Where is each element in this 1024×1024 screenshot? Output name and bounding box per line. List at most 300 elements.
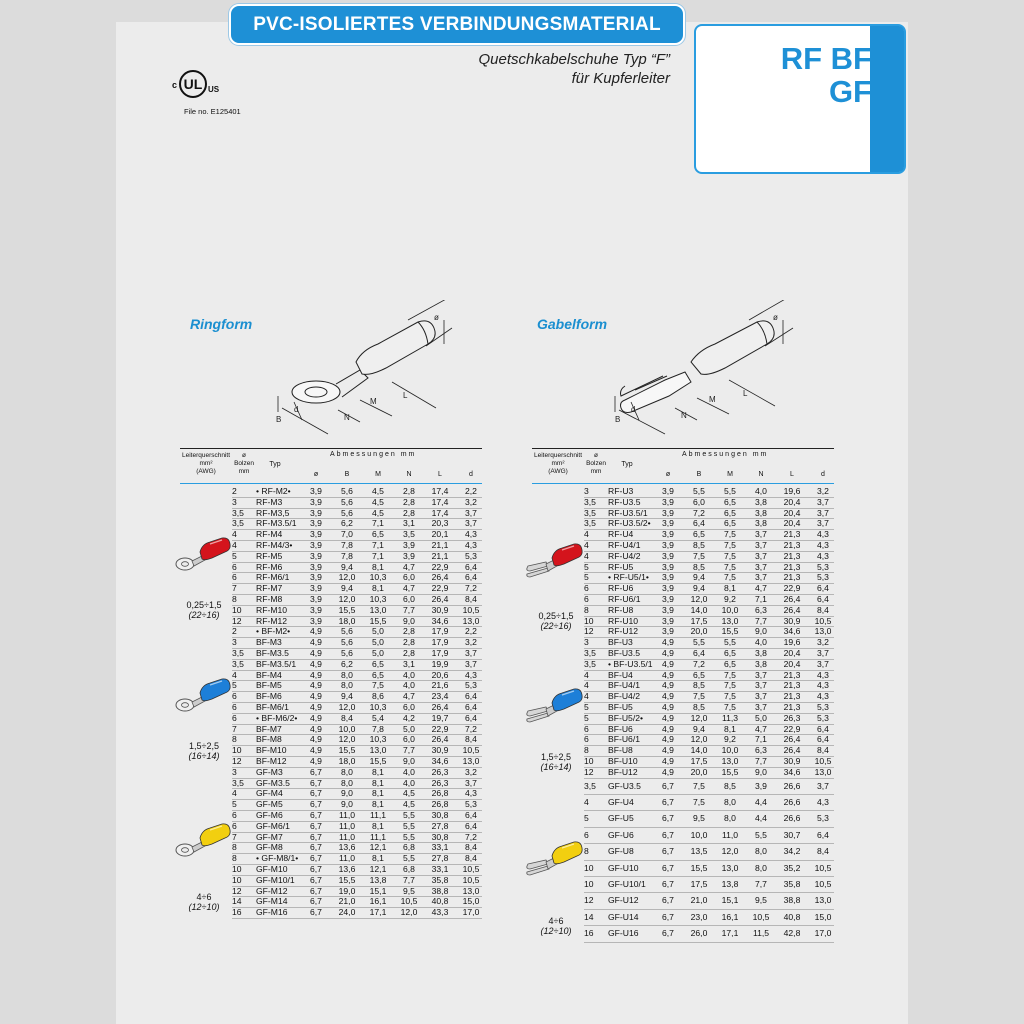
value-cell: 3,2 (465, 637, 477, 648)
type-cell: RF-U3 (608, 486, 634, 496)
ring-group-conductor-size (174, 892, 234, 912)
value-cell: 3,5 (584, 658, 596, 669)
product-codes-line-1: RF BF (780, 41, 872, 76)
type-cell: GF-U12 (608, 895, 639, 906)
value-cell: 6 (584, 594, 589, 604)
value-cell: 17,0 (814, 928, 832, 939)
value-cell: 4,5 (372, 486, 384, 496)
value-cell: 6 (584, 583, 589, 594)
value-cell: 4 (232, 540, 237, 550)
value-cell: 17,5 (690, 756, 708, 766)
value-cell: 26,0 (690, 928, 708, 939)
value-cell: 8 (232, 594, 237, 604)
value-cell: 10,0 (338, 723, 356, 734)
type-cell: RF-U10 (608, 615, 639, 626)
ring-section-title: Ringform (190, 316, 253, 332)
value-cell: 35,8 (783, 879, 801, 889)
value-cell: 9,4 (693, 572, 705, 583)
value-cell: 6,7 (310, 853, 322, 864)
value-cell: 4,9 (662, 648, 674, 658)
value-cell: 6,4 (817, 829, 829, 840)
value-cell: 3,5 (584, 507, 596, 518)
type-cell: RF-U3.5 (608, 496, 641, 507)
value-cell: 7,2 (465, 723, 477, 734)
value-cell: 9,2 (724, 594, 736, 604)
code-box-accent-bar (870, 26, 904, 172)
value-cell: 10,5 (814, 756, 832, 766)
value-cell: 21,3 (783, 680, 801, 691)
value-cell: 8,0 (724, 813, 736, 824)
value-cell: 8,1 (372, 788, 384, 799)
value-cell: 21,3 (783, 540, 801, 550)
value-cell: 3,9 (310, 486, 322, 496)
value-cell: 4,3 (817, 540, 829, 550)
value-cell: 20,4 (783, 648, 801, 658)
value-cell: 13,0 (814, 895, 832, 906)
type-cell: BF-U8 (608, 745, 633, 756)
value-cell: 9,4 (341, 691, 353, 702)
value-cell: 6,5 (693, 529, 705, 540)
value-cell: 23,4 (431, 691, 449, 702)
value-cell: 2,8 (403, 486, 415, 496)
value-cell: 3,9 (310, 518, 322, 529)
value-cell: 3,9 (310, 540, 322, 550)
value-cell: 20,1 (431, 529, 449, 540)
value-cell: 12,1 (369, 842, 387, 853)
value-cell: 4,9 (310, 626, 322, 637)
value-cell: 3,8 (755, 496, 767, 507)
value-cell: 5,5 (403, 810, 415, 820)
value-cell: 4,2 (403, 712, 415, 723)
value-cell: 2,2 (465, 626, 477, 637)
value-cell: 34,6 (783, 626, 801, 637)
fork-lug-yellow-icon (524, 838, 584, 878)
value-cell: 10,5 (814, 879, 832, 889)
value-cell: 7,1 (372, 550, 384, 561)
type-cell: GF-M4 (256, 788, 283, 799)
value-cell: 3,9 (310, 507, 322, 518)
value-cell: 26,4 (783, 604, 801, 615)
type-cell: GF-U3.5 (608, 780, 641, 791)
value-cell: 9,4 (693, 583, 705, 594)
fork-header-type: Typ (621, 461, 633, 468)
value-cell: 4,7 (403, 583, 415, 594)
value-cell: 6 (232, 702, 237, 712)
value-cell: 17,1 (721, 928, 739, 939)
value-cell: 10 (232, 604, 242, 615)
value-cell: 5,0 (372, 648, 384, 658)
value-cell: 3,7 (817, 507, 829, 518)
value-cell: 13,0 (721, 756, 739, 766)
fork-group-conductor-size (526, 752, 586, 772)
type-cell: • BF-U3.5/1 (608, 658, 653, 669)
value-cell: 3,5 (584, 496, 596, 507)
value-cell: 6,7 (662, 780, 674, 791)
value-cell: 8,1 (372, 766, 384, 777)
value-cell: 15,5 (721, 766, 739, 777)
value-cell: 5,3 (465, 550, 477, 561)
value-cell: 12,0 (721, 846, 739, 857)
value-cell: 4,9 (310, 745, 322, 756)
value-cell: 4 (584, 540, 589, 550)
value-cell: 21,0 (338, 896, 356, 907)
type-cell: GF-M14 (256, 896, 288, 907)
value-cell: 15,5 (338, 874, 356, 885)
value-cell: 8,1 (372, 777, 384, 788)
value-cell: 3 (232, 637, 237, 648)
value-cell: 6,7 (662, 846, 674, 857)
value-cell: 3 (232, 496, 237, 507)
value-cell: 3,9 (662, 518, 674, 529)
type-cell: GF-M5 (256, 799, 283, 810)
value-cell: 13,0 (721, 862, 739, 873)
value-cell: 35,8 (431, 874, 449, 885)
value-cell: 9,0 (755, 766, 767, 777)
value-cell: 4,3 (465, 540, 477, 550)
value-cell: 5 (584, 561, 589, 572)
value-cell: 5 (584, 813, 589, 824)
fork-header-bolt-label: Bolzen (586, 460, 606, 467)
type-cell: GF-U16 (608, 928, 639, 939)
value-cell: 6,5 (724, 518, 736, 529)
type-cell: RF-M3.5/1 (256, 518, 297, 529)
type-cell: GF-M10 (256, 864, 288, 874)
value-cell: 4,9 (662, 702, 674, 712)
fork-header-conductor-unit: mm² (551, 460, 565, 467)
value-cell: 4,9 (310, 712, 322, 723)
value-cell: 4,9 (310, 637, 322, 648)
value-cell: 10 (584, 879, 594, 889)
value-cell: 3,9 (662, 486, 674, 496)
value-cell: 6,3 (755, 745, 767, 756)
value-cell: 3,7 (755, 680, 767, 691)
value-cell: 12,0 (690, 734, 708, 745)
value-cell: 6,7 (310, 766, 322, 777)
type-cell: RF-U4/1 (608, 540, 641, 550)
value-cell: 8,4 (817, 846, 829, 857)
value-cell: 3,9 (403, 540, 415, 550)
ring-group-conductor-size (174, 741, 234, 761)
fork-header-dimensions: Abmessungen mm (682, 451, 769, 458)
value-cell: 6 (584, 829, 589, 840)
value-cell: 8,0 (341, 766, 353, 777)
value-cell: 4,0 (403, 669, 415, 680)
value-cell: 4,9 (662, 734, 674, 745)
value-cell: 3,9 (310, 604, 322, 615)
value-cell: 5,6 (341, 626, 353, 637)
value-cell: 3,5 (232, 518, 244, 529)
type-cell: GF-U8 (608, 846, 634, 857)
value-cell: 2,2 (465, 486, 477, 496)
value-cell: 3,7 (755, 561, 767, 572)
value-cell: 13,0 (814, 766, 832, 777)
value-cell: 8,1 (724, 583, 736, 594)
value-cell: 6,0 (403, 594, 415, 604)
type-cell: RF-U3.5/2• (608, 518, 651, 529)
value-cell: 21,3 (783, 529, 801, 540)
value-cell: 9,0 (755, 626, 767, 637)
type-cell: RF-U6 (608, 583, 634, 594)
value-cell: 3,9 (310, 550, 322, 561)
value-cell: 3,9 (310, 615, 322, 626)
type-cell: GF-U10/1 (608, 879, 646, 889)
table-row (584, 860, 834, 877)
value-cell: 6,7 (310, 896, 322, 907)
value-cell: 6,7 (310, 820, 322, 831)
value-cell: 10,0 (721, 745, 739, 756)
value-cell: 20,4 (783, 507, 801, 518)
value-cell: 5,3 (465, 799, 477, 810)
value-cell: 15,1 (369, 885, 387, 896)
value-cell: 3,5 (232, 658, 244, 669)
type-cell: • RF-U5/1• (608, 572, 649, 583)
value-cell: 8 (584, 604, 589, 615)
type-cell: BF-M6/1 (256, 702, 289, 712)
type-cell: GF-M3 (256, 766, 283, 777)
value-cell: 4,9 (310, 658, 322, 669)
value-cell: 3,7 (755, 669, 767, 680)
type-cell: GF-M16 (256, 907, 288, 918)
value-cell: 6,5 (372, 529, 384, 540)
value-cell: 17,0 (462, 907, 480, 918)
value-cell: 6 (232, 712, 237, 723)
value-cell: 10 (584, 615, 594, 626)
value-cell: 7,5 (693, 780, 705, 791)
value-cell: 3,7 (755, 540, 767, 550)
fork-terminal-drawing (605, 300, 805, 440)
value-cell: 12 (232, 615, 242, 626)
value-cell: 7,0 (341, 529, 353, 540)
value-cell: 4,7 (755, 723, 767, 734)
fork-header-col-0: ø (665, 471, 671, 478)
type-cell: RF-M10 (256, 604, 288, 615)
value-cell: 6,5 (372, 669, 384, 680)
value-cell: 15,5 (690, 862, 708, 873)
value-cell: 7,2 (693, 658, 705, 669)
subtitle-line-1: Quetschkabelschuhe Typ “F” (478, 51, 670, 68)
type-cell: RF-M6/1 (256, 572, 290, 583)
value-cell: 3,5 (232, 648, 244, 658)
value-cell: 3,9 (662, 572, 674, 583)
value-cell: 4,9 (310, 723, 322, 734)
value-cell: 3,7 (755, 550, 767, 561)
ring-header-conductor: Leiterquerschnitt (181, 452, 231, 459)
value-cell: 3,2 (465, 766, 477, 777)
value-cell: 5,6 (341, 486, 353, 496)
value-cell: 6,2 (341, 658, 353, 669)
value-cell: 3,9 (662, 496, 674, 507)
ring-terminal-drawing (258, 300, 458, 440)
value-cell: 7,7 (403, 604, 415, 615)
value-cell: 6,5 (724, 496, 736, 507)
fork-header-col-4: L (790, 471, 794, 478)
value-cell: 7 (232, 831, 237, 842)
value-cell: 22,9 (431, 561, 449, 572)
value-cell: 33,1 (431, 864, 449, 874)
value-cell: 4,0 (403, 680, 415, 691)
type-cell: BF-M8 (256, 734, 282, 745)
value-cell: 15,5 (338, 745, 356, 756)
fork-header-conductor: Leiterquerschnitt (533, 452, 583, 459)
value-cell: 4,9 (662, 712, 674, 723)
value-cell: 6,7 (310, 885, 322, 896)
value-cell: 24,0 (338, 907, 356, 918)
table-row (584, 892, 834, 909)
value-cell: 21,3 (783, 572, 801, 583)
value-cell: 3,7 (817, 658, 829, 669)
value-cell: 8 (232, 842, 237, 853)
ring-dim-B: B (276, 415, 282, 424)
value-cell: 17,4 (431, 496, 449, 507)
value-cell: 15,1 (721, 895, 739, 906)
value-cell: 4 (232, 788, 237, 799)
value-cell: 6,7 (662, 928, 674, 939)
value-cell: 7,5 (693, 550, 705, 561)
value-cell: 6,7 (310, 842, 322, 853)
value-cell: 6,7 (310, 864, 322, 874)
value-cell: 5,6 (341, 496, 353, 507)
table-row (584, 843, 834, 860)
type-cell: RF-M4/3• (256, 540, 293, 550)
fork-lug-red-icon (524, 540, 584, 580)
value-cell: 3 (584, 637, 589, 648)
fork-dim-L: L (743, 389, 748, 398)
value-cell: 9,5 (755, 895, 767, 906)
value-cell: 17,9 (431, 648, 449, 658)
ring-dim-L: L (403, 391, 408, 400)
value-cell: 9,4 (341, 583, 353, 594)
value-cell: 2 (232, 486, 237, 496)
value-cell: 5,0 (403, 723, 415, 734)
value-cell: 4,9 (310, 648, 322, 658)
value-cell: 30,9 (431, 604, 449, 615)
value-cell: 4,3 (465, 529, 477, 540)
value-cell: 5,5 (403, 820, 415, 831)
value-cell: 18,0 (338, 756, 356, 766)
value-cell: 13,0 (814, 626, 832, 637)
type-cell: BF-U5/2• (608, 712, 644, 723)
value-cell: 4,4 (755, 813, 767, 824)
value-cell: 15,5 (338, 604, 356, 615)
value-cell: 15,0 (462, 896, 480, 907)
value-cell: 7 (232, 723, 237, 734)
value-cell: 3,7 (817, 780, 829, 791)
value-cell: 6,7 (662, 813, 674, 824)
value-cell: 26,4 (431, 734, 449, 745)
ring-lug-blue-icon (172, 675, 232, 715)
value-cell: 10,0 (721, 604, 739, 615)
value-cell: 16 (232, 907, 242, 918)
value-cell: 26,4 (783, 734, 801, 745)
value-cell: 9,4 (341, 561, 353, 572)
value-cell: 8,6 (372, 691, 384, 702)
value-cell: 10,5 (462, 874, 480, 885)
value-cell: 6,4 (465, 572, 477, 583)
fork-group-conductor-size (526, 611, 586, 631)
value-cell: 6,7 (662, 895, 674, 906)
value-cell: 13,0 (462, 615, 480, 626)
value-cell: 5,5 (693, 486, 705, 496)
value-cell: 8 (232, 853, 237, 864)
type-cell: GF-M10/1 (256, 874, 295, 885)
value-cell: 5 (232, 550, 237, 561)
value-cell: 8,0 (341, 680, 353, 691)
value-cell: 6,7 (310, 831, 322, 842)
value-cell: 3,7 (817, 648, 829, 658)
table-row (584, 778, 834, 795)
value-cell: 12,0 (690, 594, 708, 604)
fork-header-col-5: d (821, 471, 825, 478)
value-cell: 12 (584, 766, 594, 777)
type-cell: GF-U10 (608, 862, 639, 873)
value-cell: 3,9 (662, 604, 674, 615)
value-cell: 2,8 (403, 496, 415, 507)
value-cell: 4,0 (403, 766, 415, 777)
value-cell: 3,9 (403, 550, 415, 561)
value-cell: 21,3 (783, 691, 801, 702)
value-cell: 5,3 (817, 572, 829, 583)
value-cell: 10,5 (814, 862, 832, 873)
value-cell: 3,7 (465, 518, 477, 529)
value-cell: 10 (584, 862, 594, 873)
value-cell: 12 (584, 895, 594, 906)
value-cell: 6,4 (465, 820, 477, 831)
value-cell: 3,9 (662, 540, 674, 550)
ring-header-bolt-unit: mm (238, 468, 250, 475)
table-row (584, 810, 834, 827)
value-cell: 20,4 (783, 518, 801, 529)
type-cell: RF-M7 (256, 583, 283, 594)
value-cell: 7,1 (372, 518, 384, 529)
value-cell: 19,6 (783, 637, 801, 648)
value-cell: 30,9 (783, 615, 801, 626)
value-cell: 4,9 (662, 669, 674, 680)
value-cell: 5,5 (403, 853, 415, 864)
table-row (232, 907, 482, 919)
type-cell: RF-U4/2 (608, 550, 641, 561)
value-cell: 6,7 (310, 907, 322, 918)
ring-header-col-0: ø (313, 471, 319, 478)
value-cell: 34,6 (783, 766, 801, 777)
table-row (584, 925, 834, 942)
value-cell: 4,3 (817, 529, 829, 540)
value-cell: 21,3 (783, 550, 801, 561)
value-cell: 4,9 (662, 766, 674, 777)
value-cell: 4,5 (403, 788, 415, 799)
value-cell: 21,3 (783, 702, 801, 712)
value-cell: 5,6 (341, 648, 353, 658)
value-cell: 6,0 (403, 734, 415, 745)
value-cell: 21,0 (690, 895, 708, 906)
value-cell: 14,0 (690, 604, 708, 615)
value-cell: 6 (232, 572, 237, 583)
fork-header-col-1: B (696, 471, 702, 478)
value-cell: 4,9 (662, 745, 674, 756)
value-cell: 10 (584, 756, 594, 766)
value-cell: 38,8 (431, 885, 449, 896)
value-cell: 7,5 (693, 797, 705, 807)
value-cell: 4,3 (817, 680, 829, 691)
value-cell: 3,7 (755, 529, 767, 540)
ring-header-bolt: ø (242, 452, 246, 459)
ring-header-conductor-unit: mm² (199, 460, 213, 467)
type-cell: BF-M4 (256, 669, 282, 680)
fork-table-header (532, 448, 834, 484)
value-cell: 8,4 (465, 853, 477, 864)
value-cell: 11,0 (721, 829, 739, 840)
value-cell: 7,7 (755, 756, 767, 766)
value-cell: 5,0 (755, 712, 767, 723)
